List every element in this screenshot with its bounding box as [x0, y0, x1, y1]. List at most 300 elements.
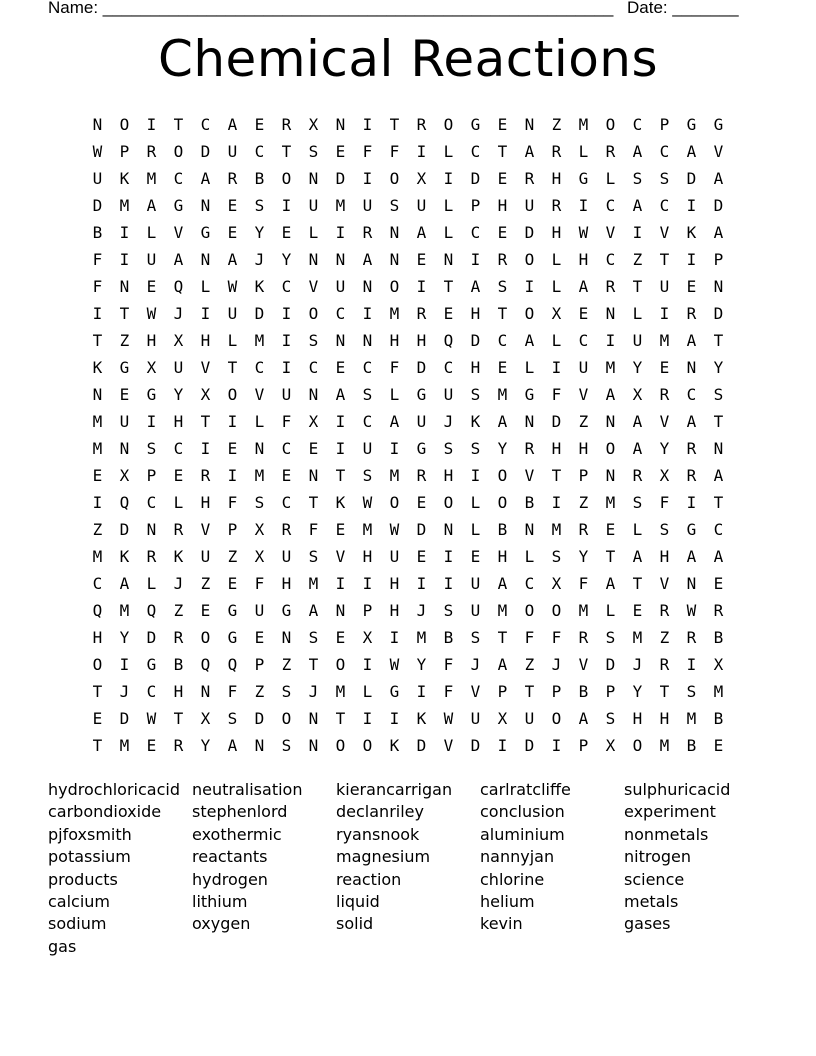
grid-letter[interactable]: O — [335, 655, 346, 674]
grid-letter[interactable]: V — [200, 520, 211, 539]
grid-letter[interactable]: N — [335, 601, 346, 620]
grid-letter[interactable]: R — [713, 601, 724, 620]
grid-letter[interactable]: C — [362, 358, 373, 377]
grid-letter[interactable]: G — [416, 385, 427, 404]
grid-letter[interactable]: O — [362, 736, 373, 755]
grid-letter[interactable]: R — [686, 304, 697, 323]
grid-letter[interactable]: I — [281, 304, 292, 323]
grid-letter[interactable]: O — [119, 115, 130, 134]
grid-letter[interactable]: A — [578, 277, 589, 296]
grid-letter[interactable]: X — [632, 385, 643, 404]
grid-letter[interactable]: S — [308, 547, 319, 566]
grid-letter[interactable]: I — [200, 439, 211, 458]
grid-letter[interactable]: N — [119, 277, 130, 296]
grid-letter[interactable]: N — [200, 196, 211, 215]
grid-letter[interactable]: X — [605, 736, 616, 755]
grid-letter[interactable]: E — [497, 223, 508, 242]
grid-letter[interactable]: G — [119, 358, 130, 377]
grid-letter[interactable]: D — [470, 331, 481, 350]
grid-letter[interactable]: N — [362, 277, 373, 296]
grid-letter[interactable]: P — [119, 142, 130, 161]
grid-letter[interactable]: Y — [173, 385, 184, 404]
grid-letter[interactable]: U — [632, 331, 643, 350]
grid-letter[interactable]: M — [92, 439, 103, 458]
grid-letter[interactable]: U — [416, 196, 427, 215]
grid-letter[interactable]: L — [227, 331, 238, 350]
grid-letter[interactable]: M — [416, 628, 427, 647]
grid-letter[interactable]: F — [578, 574, 589, 593]
grid-letter[interactable]: A — [200, 169, 211, 188]
grid-letter[interactable]: P — [362, 601, 373, 620]
grid-letter[interactable]: C — [713, 520, 724, 539]
grid-letter[interactable]: T — [119, 304, 130, 323]
grid-letter[interactable]: H — [281, 574, 292, 593]
grid-letter[interactable]: I — [686, 196, 697, 215]
grid-letter[interactable]: N — [254, 439, 265, 458]
grid-letter[interactable]: F — [443, 682, 454, 701]
grid-letter[interactable]: O — [389, 493, 400, 512]
grid-letter[interactable]: E — [227, 196, 238, 215]
grid-letter[interactable]: E — [497, 169, 508, 188]
grid-letter[interactable]: L — [173, 493, 184, 512]
grid-letter[interactable]: E — [713, 574, 724, 593]
grid-letter[interactable]: R — [173, 628, 184, 647]
grid-letter[interactable]: A — [605, 574, 616, 593]
grid-letter[interactable]: Z — [524, 655, 535, 674]
grid-letter[interactable]: Y — [713, 358, 724, 377]
grid-letter[interactable]: G — [713, 115, 724, 134]
grid-letter[interactable]: L — [470, 493, 481, 512]
grid-letter[interactable]: X — [713, 655, 724, 674]
grid-letter[interactable]: U — [92, 169, 103, 188]
grid-letter[interactable]: R — [200, 466, 211, 485]
grid-letter[interactable]: N — [146, 520, 157, 539]
grid-letter[interactable]: V — [254, 385, 265, 404]
grid-letter[interactable]: S — [254, 196, 265, 215]
grid-letter[interactable]: R — [578, 520, 589, 539]
grid-letter[interactable]: M — [659, 736, 670, 755]
grid-letter[interactable]: I — [551, 358, 562, 377]
grid-letter[interactable]: W — [146, 709, 157, 728]
grid-letter[interactable]: L — [443, 142, 454, 161]
grid-letter[interactable]: T — [524, 682, 535, 701]
grid-letter[interactable]: R — [173, 520, 184, 539]
grid-letter[interactable]: E — [686, 277, 697, 296]
grid-letter[interactable]: N — [92, 115, 103, 134]
grid-letter[interactable]: S — [659, 169, 670, 188]
grid-letter[interactable]: C — [173, 439, 184, 458]
grid-letter[interactable]: O — [200, 628, 211, 647]
grid-letter[interactable]: F — [227, 682, 238, 701]
grid-letter[interactable]: T — [443, 277, 454, 296]
grid-letter[interactable]: E — [308, 439, 319, 458]
grid-letter[interactable]: U — [254, 601, 265, 620]
grid-letter[interactable]: S — [308, 331, 319, 350]
grid-letter[interactable]: F — [659, 493, 670, 512]
grid-letter[interactable]: G — [686, 520, 697, 539]
grid-letter[interactable]: O — [389, 169, 400, 188]
grid-letter[interactable]: S — [146, 439, 157, 458]
grid-letter[interactable]: D — [470, 736, 481, 755]
grid-letter[interactable]: A — [308, 601, 319, 620]
grid-letter[interactable]: G — [200, 223, 211, 242]
grid-letter[interactable]: I — [416, 277, 427, 296]
grid-letter[interactable]: I — [416, 142, 427, 161]
grid-letter[interactable]: V — [659, 223, 670, 242]
grid-letter[interactable]: Z — [578, 493, 589, 512]
grid-letter[interactable]: U — [416, 412, 427, 431]
grid-letter[interactable]: E — [659, 358, 670, 377]
grid-letter[interactable]: Y — [281, 250, 292, 269]
grid-letter[interactable]: R — [632, 466, 643, 485]
grid-letter[interactable]: O — [443, 115, 454, 134]
grid-letter[interactable]: M — [578, 601, 589, 620]
grid-letter[interactable]: U — [119, 412, 130, 431]
grid-letter[interactable]: V — [173, 223, 184, 242]
grid-letter[interactable]: G — [227, 628, 238, 647]
grid-letter[interactable]: H — [389, 331, 400, 350]
grid-letter[interactable]: T — [335, 466, 346, 485]
grid-letter[interactable]: I — [659, 304, 670, 323]
grid-letter[interactable]: S — [659, 520, 670, 539]
grid-letter[interactable]: U — [443, 385, 454, 404]
grid-letter[interactable]: Z — [632, 250, 643, 269]
grid-letter[interactable]: E — [173, 466, 184, 485]
grid-letter[interactable]: O — [389, 277, 400, 296]
grid-letter[interactable]: R — [146, 547, 157, 566]
grid-letter[interactable]: E — [146, 277, 157, 296]
grid-letter[interactable]: T — [497, 628, 508, 647]
grid-letter[interactable]: H — [92, 628, 103, 647]
grid-letter[interactable]: E — [416, 493, 427, 512]
grid-letter[interactable]: H — [416, 331, 427, 350]
grid-letter[interactable]: T — [497, 304, 508, 323]
grid-letter[interactable]: A — [362, 250, 373, 269]
grid-letter[interactable]: F — [551, 628, 562, 647]
grid-letter[interactable]: M — [497, 601, 508, 620]
grid-letter[interactable]: E — [227, 574, 238, 593]
grid-letter[interactable]: L — [470, 520, 481, 539]
grid-letter[interactable]: M — [686, 709, 697, 728]
grid-letter[interactable]: V — [659, 412, 670, 431]
grid-letter[interactable]: M — [389, 304, 400, 323]
grid-letter[interactable]: F — [227, 493, 238, 512]
grid-letter[interactable]: Z — [659, 628, 670, 647]
grid-letter[interactable]: W — [362, 493, 373, 512]
grid-letter[interactable]: C — [92, 574, 103, 593]
grid-letter[interactable]: P — [146, 466, 157, 485]
grid-letter[interactable]: Z — [254, 682, 265, 701]
grid-letter[interactable]: K — [254, 277, 265, 296]
grid-letter[interactable]: X — [659, 466, 670, 485]
grid-letter[interactable]: I — [443, 169, 454, 188]
grid-letter[interactable]: G — [389, 682, 400, 701]
grid-letter[interactable]: F — [389, 142, 400, 161]
grid-letter[interactable]: A — [524, 331, 535, 350]
grid-letter[interactable]: O — [551, 601, 562, 620]
grid-letter[interactable]: H — [659, 547, 670, 566]
grid-letter[interactable]: A — [227, 736, 238, 755]
grid-letter[interactable]: I — [335, 223, 346, 242]
grid-letter[interactable]: N — [335, 115, 346, 134]
grid-letter[interactable]: H — [497, 547, 508, 566]
grid-letter[interactable]: X — [551, 304, 562, 323]
grid-letter[interactable]: I — [443, 574, 454, 593]
grid-letter[interactable]: N — [335, 331, 346, 350]
grid-letter[interactable]: E — [227, 223, 238, 242]
grid-letter[interactable]: I — [335, 439, 346, 458]
grid-letter[interactable]: S — [470, 385, 481, 404]
grid-letter[interactable]: I — [578, 196, 589, 215]
grid-letter[interactable]: I — [119, 223, 130, 242]
grid-letter[interactable]: M — [335, 682, 346, 701]
grid-letter[interactable]: B — [686, 736, 697, 755]
grid-letter[interactable]: O — [443, 493, 454, 512]
grid-letter[interactable]: E — [335, 142, 346, 161]
grid-letter[interactable]: A — [524, 142, 535, 161]
grid-letter[interactable]: X — [416, 169, 427, 188]
grid-letter[interactable]: X — [497, 709, 508, 728]
grid-letter[interactable]: O — [605, 115, 616, 134]
grid-letter[interactable]: Z — [119, 331, 130, 350]
grid-letter[interactable]: W — [227, 277, 238, 296]
grid-letter[interactable]: D — [551, 412, 562, 431]
grid-letter[interactable]: C — [281, 493, 292, 512]
grid-letter[interactable]: K — [119, 169, 130, 188]
grid-letter[interactable]: E — [632, 601, 643, 620]
grid-letter[interactable]: H — [389, 601, 400, 620]
grid-letter[interactable]: B — [578, 682, 589, 701]
grid-letter[interactable]: D — [686, 169, 697, 188]
grid-letter[interactable]: M — [335, 196, 346, 215]
grid-letter[interactable]: L — [524, 358, 535, 377]
grid-letter[interactable]: P — [497, 682, 508, 701]
grid-letter[interactable]: M — [497, 385, 508, 404]
grid-letter[interactable]: M — [578, 115, 589, 134]
grid-letter[interactable]: Z — [227, 547, 238, 566]
grid-letter[interactable]: Y — [632, 358, 643, 377]
grid-letter[interactable]: M — [254, 466, 265, 485]
grid-letter[interactable]: V — [200, 358, 211, 377]
grid-letter[interactable]: I — [362, 169, 373, 188]
grid-letter[interactable]: A — [227, 250, 238, 269]
grid-letter[interactable]: A — [713, 223, 724, 242]
grid-letter[interactable]: O — [632, 736, 643, 755]
grid-letter[interactable]: G — [416, 439, 427, 458]
grid-letter[interactable]: A — [578, 709, 589, 728]
grid-letter[interactable]: S — [713, 385, 724, 404]
grid-letter[interactable]: T — [173, 709, 184, 728]
grid-letter[interactable]: E — [227, 439, 238, 458]
grid-letter[interactable]: I — [281, 358, 292, 377]
grid-letter[interactable]: Q — [146, 601, 157, 620]
grid-letter[interactable]: A — [119, 574, 130, 593]
grid-letter[interactable]: O — [524, 304, 535, 323]
grid-letter[interactable]: W — [578, 223, 589, 242]
grid-letter[interactable]: A — [713, 466, 724, 485]
grid-letter[interactable]: B — [713, 628, 724, 647]
grid-letter[interactable]: A — [686, 412, 697, 431]
grid-letter[interactable]: P — [605, 682, 616, 701]
grid-letter[interactable]: K — [470, 412, 481, 431]
grid-letter[interactable]: E — [605, 520, 616, 539]
grid-letter[interactable]: U — [524, 196, 535, 215]
grid-letter[interactable]: N — [200, 250, 211, 269]
grid-letter[interactable]: Z — [92, 520, 103, 539]
grid-letter[interactable]: U — [281, 547, 292, 566]
grid-letter[interactable]: N — [308, 250, 319, 269]
grid-letter[interactable]: U — [173, 358, 184, 377]
grid-letter[interactable]: R — [227, 169, 238, 188]
grid-letter[interactable]: N — [92, 385, 103, 404]
grid-letter[interactable]: E — [254, 115, 265, 134]
grid-letter[interactable]: C — [470, 223, 481, 242]
date-field-label[interactable]: Date: _______ — [627, 0, 739, 17]
grid-letter[interactable]: R — [686, 466, 697, 485]
grid-letter[interactable]: O — [524, 601, 535, 620]
grid-letter[interactable]: D — [146, 628, 157, 647]
grid-letter[interactable]: N — [308, 385, 319, 404]
grid-letter[interactable]: E — [443, 304, 454, 323]
grid-letter[interactable]: K — [119, 547, 130, 566]
grid-letter[interactable]: S — [632, 169, 643, 188]
grid-letter[interactable]: R — [686, 439, 697, 458]
grid-letter[interactable]: T — [551, 466, 562, 485]
grid-letter[interactable]: J — [119, 682, 130, 701]
grid-letter[interactable]: Q — [119, 493, 130, 512]
grid-letter[interactable]: E — [200, 601, 211, 620]
grid-letter[interactable]: Q — [227, 655, 238, 674]
grid-letter[interactable]: S — [281, 736, 292, 755]
grid-letter[interactable]: O — [173, 142, 184, 161]
grid-letter[interactable]: L — [632, 520, 643, 539]
grid-letter[interactable]: G — [524, 385, 535, 404]
grid-letter[interactable]: U — [659, 277, 670, 296]
grid-letter[interactable]: H — [578, 250, 589, 269]
grid-letter[interactable]: X — [254, 520, 265, 539]
grid-letter[interactable]: U — [227, 142, 238, 161]
grid-letter[interactable]: S — [470, 628, 481, 647]
grid-letter[interactable]: C — [146, 682, 157, 701]
grid-letter[interactable]: G — [146, 655, 157, 674]
grid-letter[interactable]: H — [443, 466, 454, 485]
grid-letter[interactable]: U — [578, 358, 589, 377]
grid-letter[interactable]: U — [227, 304, 238, 323]
grid-letter[interactable]: N — [686, 358, 697, 377]
grid-letter[interactable]: I — [362, 115, 373, 134]
grid-letter[interactable]: S — [551, 547, 562, 566]
grid-letter[interactable]: E — [281, 223, 292, 242]
grid-letter[interactable]: I — [92, 493, 103, 512]
grid-letter[interactable]: Y — [659, 439, 670, 458]
grid-letter[interactable]: P — [227, 520, 238, 539]
grid-letter[interactable]: C — [686, 385, 697, 404]
grid-letter[interactable]: S — [443, 439, 454, 458]
grid-letter[interactable]: V — [659, 574, 670, 593]
grid-letter[interactable]: H — [200, 493, 211, 512]
grid-letter[interactable]: F — [308, 520, 319, 539]
grid-letter[interactable]: X — [119, 466, 130, 485]
grid-letter[interactable]: A — [713, 169, 724, 188]
grid-letter[interactable]: T — [632, 277, 643, 296]
grid-letter[interactable]: A — [605, 385, 616, 404]
grid-letter[interactable]: E — [335, 520, 346, 539]
grid-letter[interactable]: R — [146, 142, 157, 161]
grid-letter[interactable]: N — [308, 736, 319, 755]
grid-letter[interactable]: A — [632, 142, 643, 161]
grid-letter[interactable]: M — [119, 736, 130, 755]
grid-letter[interactable]: R — [416, 304, 427, 323]
grid-letter[interactable]: P — [713, 250, 724, 269]
grid-letter[interactable]: S — [362, 466, 373, 485]
grid-letter[interactable]: H — [470, 358, 481, 377]
grid-letter[interactable]: T — [335, 709, 346, 728]
grid-letter[interactable]: P — [659, 115, 670, 134]
grid-letter[interactable]: A — [227, 115, 238, 134]
grid-letter[interactable]: M — [632, 628, 643, 647]
grid-letter[interactable]: T — [92, 331, 103, 350]
grid-letter[interactable]: A — [497, 655, 508, 674]
name-field-label[interactable]: Name: ______________________________________________________ — [48, 0, 614, 17]
grid-letter[interactable]: M — [146, 169, 157, 188]
grid-letter[interactable]: D — [713, 196, 724, 215]
grid-letter[interactable]: W — [389, 655, 400, 674]
grid-letter[interactable]: Y — [119, 628, 130, 647]
grid-letter[interactable]: B — [713, 709, 724, 728]
grid-letter[interactable]: Y — [254, 223, 265, 242]
grid-letter[interactable]: E — [335, 628, 346, 647]
grid-letter[interactable]: H — [173, 412, 184, 431]
grid-letter[interactable]: O — [308, 304, 319, 323]
grid-letter[interactable]: I — [335, 412, 346, 431]
grid-letter[interactable]: E — [470, 547, 481, 566]
grid-letter[interactable]: S — [470, 439, 481, 458]
grid-letter[interactable]: I — [227, 466, 238, 485]
grid-letter[interactable]: I — [497, 736, 508, 755]
grid-letter[interactable]: I — [416, 574, 427, 593]
grid-letter[interactable]: U — [308, 196, 319, 215]
grid-letter[interactable]: U — [200, 547, 211, 566]
grid-letter[interactable]: V — [605, 223, 616, 242]
grid-letter[interactable]: M — [308, 574, 319, 593]
grid-letter[interactable]: I — [443, 547, 454, 566]
grid-letter[interactable]: P — [551, 682, 562, 701]
grid-letter[interactable]: M — [713, 682, 724, 701]
grid-letter[interactable]: I — [119, 250, 130, 269]
grid-letter[interactable]: L — [578, 142, 589, 161]
grid-letter[interactable]: U — [362, 196, 373, 215]
grid-letter[interactable]: I — [281, 331, 292, 350]
grid-letter[interactable]: I — [200, 304, 211, 323]
grid-letter[interactable]: U — [389, 547, 400, 566]
grid-letter[interactable]: C — [335, 304, 346, 323]
grid-letter[interactable]: Q — [173, 277, 184, 296]
grid-letter[interactable]: X — [308, 412, 319, 431]
grid-letter[interactable]: B — [497, 520, 508, 539]
grid-letter[interactable]: H — [497, 196, 508, 215]
grid-letter[interactable]: O — [227, 385, 238, 404]
grid-letter[interactable]: S — [308, 628, 319, 647]
grid-letter[interactable]: L — [551, 250, 562, 269]
grid-letter[interactable]: N — [524, 115, 535, 134]
grid-letter[interactable]: T — [632, 574, 643, 593]
grid-letter[interactable]: T — [308, 493, 319, 512]
grid-letter[interactable]: E — [119, 385, 130, 404]
grid-letter[interactable]: D — [470, 169, 481, 188]
grid-letter[interactable]: R — [362, 223, 373, 242]
grid-letter[interactable]: I — [335, 574, 346, 593]
grid-letter[interactable]: K — [335, 493, 346, 512]
